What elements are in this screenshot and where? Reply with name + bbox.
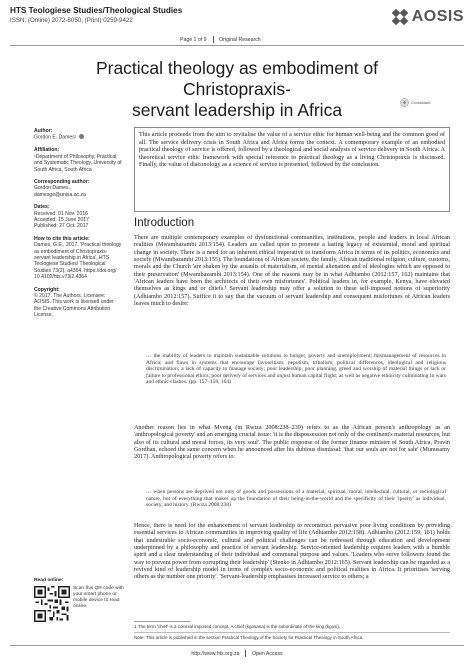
- page-footer: [0, 650, 474, 657]
- crossmark-icon: [400, 98, 409, 107]
- aosis-logo-icon: [391, 8, 409, 26]
- orcid-icon[interactable]: [79, 134, 84, 139]
- footnote-note: Note: This article is published in the section Practical Theology of the Society for Practical Theology in South Africa.: [134, 635, 364, 640]
- corresponding-label: Corresponding author:: [34, 178, 90, 185]
- title-line-1: Practical theology as embodiment of Christopraxis-: [95, 58, 379, 99]
- paragraph-2: Another reason lies in what Mveng (in Rwiza 2008:238–239) refers to as the African person's anthropology as an 'anthropological poverty' and an emerging crucial issue: 'it is the dispossession not only of the continent's material resources, but also of its cultural and moral forces, its very soul'. The public response of the former finance minister of South Africa, Pravin Gordhan, echoed the same concern when he announced after his dubious dismissal: 'that our souls are not for sale' (Munusamy 2017). Anthropological poverty refers to:: [134, 425, 450, 461]
- read-online-text: Scan this QR code with your smart phone or mobile device to read online.: [73, 586, 124, 609]
- corresponding-email[interactable]: damesge@unisa.ac.za: [34, 191, 86, 198]
- cite-label: How to cite this article:: [34, 235, 90, 242]
- author-name: Gordon E. Dames¹: [34, 134, 77, 141]
- affiliation-label: Affiliation:: [34, 147, 60, 154]
- footer-rule: [10, 645, 464, 646]
- paragraph-1: There are multiple contemporary examples of dysfunctional communities, institutions, people and leaders in local African realities (Mwambazambi 2013:154). Leaders are called upon to promote a lasting legacy of existential, moral and spiritual change in society. There is a need for an inherent ethical imperative to transform Africa in terms of its politics, economics and society (Mwambazambi 2013:155). The foundations of African society, the family, African traditional religion, culture, customs, morals and the Church 'are shaken by the assaults of materialism, of mental alienation and of ideologies which are opposed to their preservation' (Mwambazambi 2013:154). One of the reasons may be in what Adhiambo (2012:157, 162) maintains that 'African leaders have been the architects of their own misfortunes'. Political leaders in, for example, Kenya, have elevated themselves as kings and or chiefs.¹ Servant leadership may offer a solution to these self-imposed notions of superiority (Adhiambo 2012:157). Suffice it to say that the vacuum of servant leadership and consequent misfortunes of African leaders leaves much to desire:: [134, 235, 450, 308]
- crossmark-link[interactable]: [400, 98, 430, 107]
- separator: [213, 36, 214, 43]
- copyright-text: © 2017. The Authors. Licensee: AOSIS. This work is licensed under the Creative Commons Attribution License.: [34, 293, 114, 319]
- date-received: Received: 01 Nov. 2016: [34, 210, 88, 217]
- footnote-rule: [134, 621, 190, 622]
- qr-code-icon[interactable]: [34, 586, 70, 622]
- crossmark-label: CrossMark: [411, 100, 431, 105]
- title-line-2: servant leadership in Africa: [131, 100, 343, 120]
- article-info-sidebar: [34, 128, 122, 325]
- article-type: Original Research: [219, 36, 261, 43]
- publisher-logo[interactable]: [391, 8, 464, 26]
- abstract-box: This article proceeds from the aim to revitalise the value of a service ethic for human well-being and the common good of all. The service delivery crisis in South Africa and Africa forms the context. A contemporary example of an embodied practical theology of service is offered, followed by a theological and social analysis of service delivery in South Africa. A theoretical service ethic framework with special reference to practical theology as a living Christopraxis is discussed. Finally, the value of diaconology as a science of service is presented, followed by the conclusion.: [134, 127, 450, 212]
- copyright-label: Copyright:: [34, 286, 60, 293]
- author-label: Author:: [34, 128, 53, 134]
- note-rule: [134, 632, 450, 633]
- journal-title: HTS Teologiese Studies/Theological Studies: [10, 6, 183, 15]
- block-quote-1: … the inability of leaders to maintain sustainable solutions to hunger, poverty and unemployment; mismanagement of resources in Africa; and flaws in systems that encourage favouritism, nepotism, tribalism, political differences, ideological and religious discrimination; a lack of capacity to manage society; poor leadership, poor planning, greed and worship of material things or lack or failure to professional ethics; poor delivery of services and unjust human capital flight; as well as negative ethnicity culminating in wars and ethnic clashes. (pp. 157–158, 164): [146, 353, 446, 385]
- footnote-1: 1.The term 'chief' is a colonial imposed concept. A chief (kgosana) is the subordinate of the king (kgosi).: [134, 624, 341, 629]
- read-online-label: Read online:: [34, 578, 64, 583]
- paragraph-3: Hence, there is need for the enhancement of servant leadership to reconstruct pervasive poor living conditions by providing essential services to African communities in improving quality of life (Adhiambo 2012:158). Adhiambo (2012:159, 161) holds that undesirable socio-economic, cultural and political challenges can be redressed through education and development underpinned by a philosophy and practice of servant leadership. Service-oriented leadership requires leaders with a humble spirit and a clear understanding of their individual and communal purpose and values. 'Leaders who serve followers found the way to prevent power from corrupting their leadership' (Stenko in Adhiambo 2012:165). Servant leadership can be regarded as a revived kind of leadership model in terms of complex socio-economic and political realities in Africa. It prioritises 'serving others as the number one priority'. 'Servant-leadership emphasises increased service to others; a: [134, 523, 450, 581]
- date-published: Published: 27 Oct. 2017: [34, 223, 89, 230]
- dates-label: Dates:: [34, 204, 50, 211]
- corresponding-name: Gordon Dames,: [34, 185, 70, 192]
- affiliation-text: ¹Department of Philosophy, Practical and Systematic Theology, University of South Africa, South Africa: [34, 153, 122, 173]
- article-title: [60, 58, 414, 121]
- read-online-block: [34, 578, 124, 622]
- journal-issn: ISSN: (Online) 2072-8050, (Print) 0259-9422: [10, 17, 133, 24]
- separator: [245, 650, 246, 657]
- block-quote-2: … when persons are deprived not only of goods and possessions of a material, spiritual, moral, intellectual, cultural, or sociological nature, but of everything that makes up the foundation of their being-in-the-world and the specificity of their 'ipseity' as individual, society, and history. (Rwiza 2008:238): [146, 489, 446, 508]
- date-accepted: Accepted: 15 June 2017: [34, 216, 89, 223]
- page-number: Page 1 of 9: [180, 36, 207, 43]
- journal-url[interactable]: http://www.hts.org.za: [191, 650, 240, 657]
- page-meta: [180, 36, 261, 43]
- logo-text: AOSIS: [411, 8, 464, 25]
- journal-header: [10, 6, 464, 44]
- section-heading: Introduction: [134, 217, 195, 229]
- header-rule: [10, 45, 464, 46]
- citation-text[interactable]: Dames, G.E., 2017, 'Practical theology as embodiment of Christopraxis-servant leadership in Africa', HTS Teologiese Studies/ Theological Studies 73(2), a4364. https://doi.org/ 10.4102/hts.v73i2.4364: [34, 242, 122, 281]
- open-access-label: Open Access: [252, 650, 283, 657]
